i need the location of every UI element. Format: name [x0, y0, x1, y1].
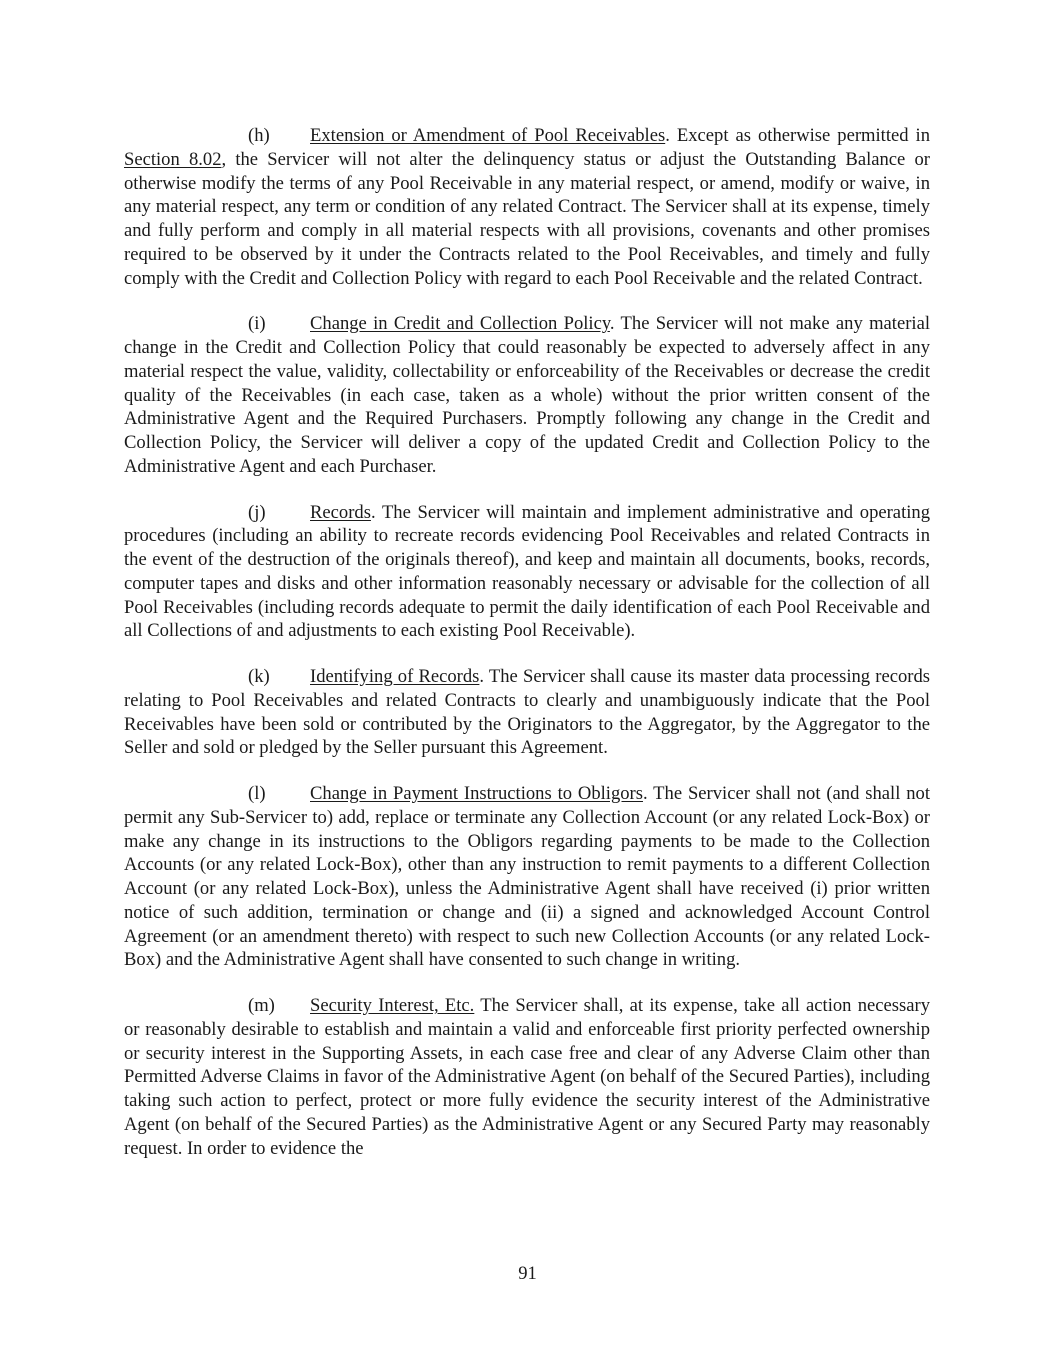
heading-separator: .	[370, 501, 382, 523]
paragraph-text: The Servicer will maintain and implement administrative and operating procedures (including an ability to recreate records evidencing Pool Receivables and related Contracts in the event of the destruction of the originals thereof), and keep and maintain all documents, books, records, computer tapes and disks and other information reasonably necessary or advisable for the collection of all Pool Receivables (including records adequate to permit the daily identification of each Pool Receivable and all Collections of and adjustments to each existing Pool Receivable).	[124, 501, 930, 642]
paragraph-number: (m)	[248, 995, 275, 1016]
paragraph-heading: Extension or Amendment of Pool Receivables	[310, 125, 666, 146]
paragraph-h	[124, 124, 930, 290]
page-number: 91	[518, 1263, 537, 1284]
heading-separator: .	[665, 125, 677, 146]
paragraph-j	[124, 501, 930, 644]
paragraph-k	[124, 665, 930, 760]
paragraph-text: The Servicer will not make any material change in the Credit and Collection Policy that could reasonably be expected to adversely affect in any material respect the value, validity, collectability or enforceability of the Receivables or decrease the credit quality of the Receivables (in each case, taken as a whole) without the prior written consent of the Administrative Agent and the Required Purchasers. Promptly following any change in the Credit and Collection Policy, the Servicer will deliver a copy of the updated Credit and Collection Policy to the Administrative Agent and each Purchaser.	[124, 313, 930, 477]
heading-separator: .	[479, 666, 489, 687]
heading-separator: .	[642, 783, 654, 804]
paragraph-heading: Change in Payment Instructions to Obligors	[310, 783, 643, 804]
paragraph-text: Except as otherwise permitted in	[676, 125, 930, 146]
document-body	[124, 124, 930, 1182]
paragraph-heading: Security Interest, Etc.	[310, 995, 475, 1016]
heading-separator: .	[609, 313, 621, 335]
paragraph-number: (h)	[248, 125, 270, 146]
paragraph-l	[124, 782, 930, 972]
paragraph-text: The Servicer shall, at its expense, take all action necessary or reasonably desirable to establish and maintain a valid and enforceable first priority perfected ownership or security interest in the Supporting Assets, in each case free and clear of any Adverse Claim other than Permitted Adverse Claims in favor of the Administrative Agent (on behalf of the Secured Parties), including taking such action to perfect, protect or more fully evidence the security interest of the Administrative Agent (on behalf of the Secured Parties) as the Administrative Agent or any Secured Party may reasonably request. In order to evidence the	[124, 995, 931, 1159]
paragraph-number: (i)	[248, 313, 266, 335]
paragraph-text: The Servicer shall not (and shall not permit any Sub-Servicer to) add, replace or terminate any Collection Account (or any related Lock-Box) or make any change in its instructions to the Obligors regarding payments to be made to the Collection Accounts (or any related Lock-Box), other than any instruction to remit payments to a different Collection Account (or any related Lock-Box), unless the Administrative Agent shall have received (i) prior written notice of such addition, termination or change and (ii) a signed and acknowledged Account Control Agreement (or an amendment thereto) with respect to such new Collection Accounts (or any related Lock-Box) and the Administrative Agent shall have consented to such change in writing.	[124, 783, 930, 971]
paragraph-number: (l)	[248, 783, 266, 804]
paragraph-i	[124, 312, 930, 478]
paragraph-number: (k)	[248, 666, 270, 687]
paragraph-text: , the Servicer will not alter the delinquency status or adjust the Outstanding Balance or otherwise modify the terms of any Pool Receivable in any material respect, or amend, modify or waive, in any material respect, any term or condition of any related Contract. The Servicer shall at its expense, timely and fully perform and comply in all material respects with all provisions, covenants and other promises required to be observed by it under the Contracts related to the Pool Receivables, and timely and fully comply with the Credit and Collection Policy with regard to each Pool Receivable and the related Contract.	[124, 148, 930, 289]
section-reference: Section 8.02	[124, 148, 222, 170]
paragraph-heading: Records	[310, 501, 371, 523]
paragraph-m	[124, 994, 930, 1160]
paragraph-heading: Identifying of Records	[310, 666, 480, 687]
paragraph-text: The Servicer shall cause its master data processing records relating to Pool Receivables and related Contracts to clearly and unambiguously indicate that the Pool Receivables have been sold or contributed by the Originators to the Aggregator, by the Aggregator to the Seller and sold or pledged by the Seller pursuant this Agreement.	[124, 666, 930, 759]
paragraph-number: (j)	[248, 501, 266, 523]
paragraph-heading: Change in Credit and Collection Policy	[310, 313, 610, 335]
